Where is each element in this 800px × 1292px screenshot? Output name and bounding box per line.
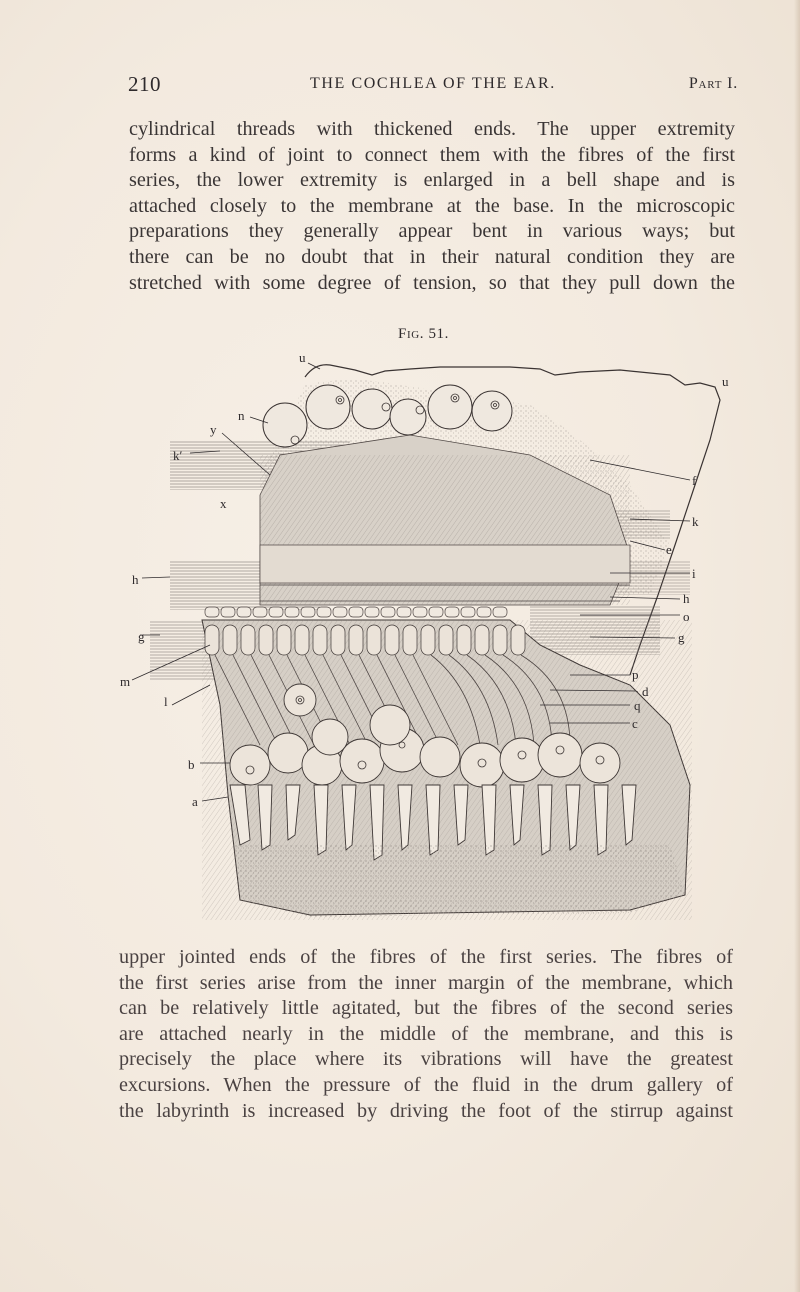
label-p: p bbox=[632, 667, 639, 682]
text-line: attached closely to the membrane at the base. In the microscopic bbox=[129, 194, 735, 217]
label-y: y bbox=[210, 422, 217, 437]
label-x: x bbox=[220, 496, 227, 511]
label-e: e bbox=[666, 542, 672, 557]
label-u-right: u bbox=[722, 374, 729, 389]
label-b: b bbox=[188, 757, 195, 772]
figure-caption: Fig. 51. bbox=[398, 326, 449, 342]
label-h-left: h bbox=[132, 572, 139, 587]
text-line: excursions. When the pressure of the fluid in the drum gallery of bbox=[119, 1073, 733, 1096]
label-n: n bbox=[238, 408, 245, 423]
text-line: forms a kind of joint to connect them with the fibres of the first bbox=[129, 143, 735, 166]
label-g-right: g bbox=[678, 630, 685, 645]
text-line: the first series arise from the inner margin of the membrane, which bbox=[119, 971, 733, 994]
label-q: q bbox=[634, 698, 641, 713]
chapter-title: THE COCHLEA OF THE EAR. bbox=[310, 75, 556, 92]
label-i: i bbox=[692, 566, 696, 581]
text-line: preparations they generally appear bent in various ways; but bbox=[129, 220, 735, 243]
paragraph-bottom bbox=[119, 945, 733, 1124]
page-edge-shadow bbox=[794, 0, 800, 1292]
text-line: cylindrical threads with thickened ends. The upper extremity bbox=[129, 118, 735, 140]
text-line: precisely the place where its vibrations will have the greatest bbox=[119, 1048, 733, 1071]
cochlea-engraving-illustration bbox=[110, 345, 770, 925]
page-number: 210 bbox=[128, 72, 161, 96]
label-g-left: g bbox=[138, 629, 145, 644]
text-line: there can be no doubt that in their natural condition they are bbox=[129, 245, 735, 268]
label-k-prime: k′ bbox=[173, 448, 183, 463]
part-label: Part I. bbox=[688, 75, 738, 92]
label-m: m bbox=[120, 674, 131, 689]
text-line: stretched with some degree of tension, so that they pull down the bbox=[129, 271, 735, 294]
text-line: the labyrinth is increased by driving the foot of the stirrup against bbox=[119, 1099, 733, 1122]
label-f: f bbox=[692, 473, 697, 488]
text-line: upper jointed ends of the fibres of the first series. The fibres of bbox=[119, 946, 733, 968]
running-head bbox=[128, 72, 738, 98]
label-l: l bbox=[164, 694, 168, 709]
figure-cochlea-engraving bbox=[110, 345, 770, 925]
label-c: c bbox=[632, 716, 638, 731]
label-u-left: u bbox=[299, 350, 306, 365]
paragraph-top bbox=[129, 117, 735, 296]
text-line: are attached nearly in the middle of the membrane, and this is bbox=[119, 1022, 733, 1045]
label-h-right: h bbox=[683, 591, 690, 606]
label-k: k bbox=[692, 514, 699, 529]
text-line: series, the lower extremity is enlarged in a bell shape and is bbox=[129, 169, 735, 192]
label-o: o bbox=[683, 609, 690, 624]
label-d: d bbox=[642, 684, 649, 699]
text-line: can be relatively little agitated, but the fibres of the second series bbox=[119, 997, 733, 1020]
label-a: a bbox=[192, 794, 198, 809]
